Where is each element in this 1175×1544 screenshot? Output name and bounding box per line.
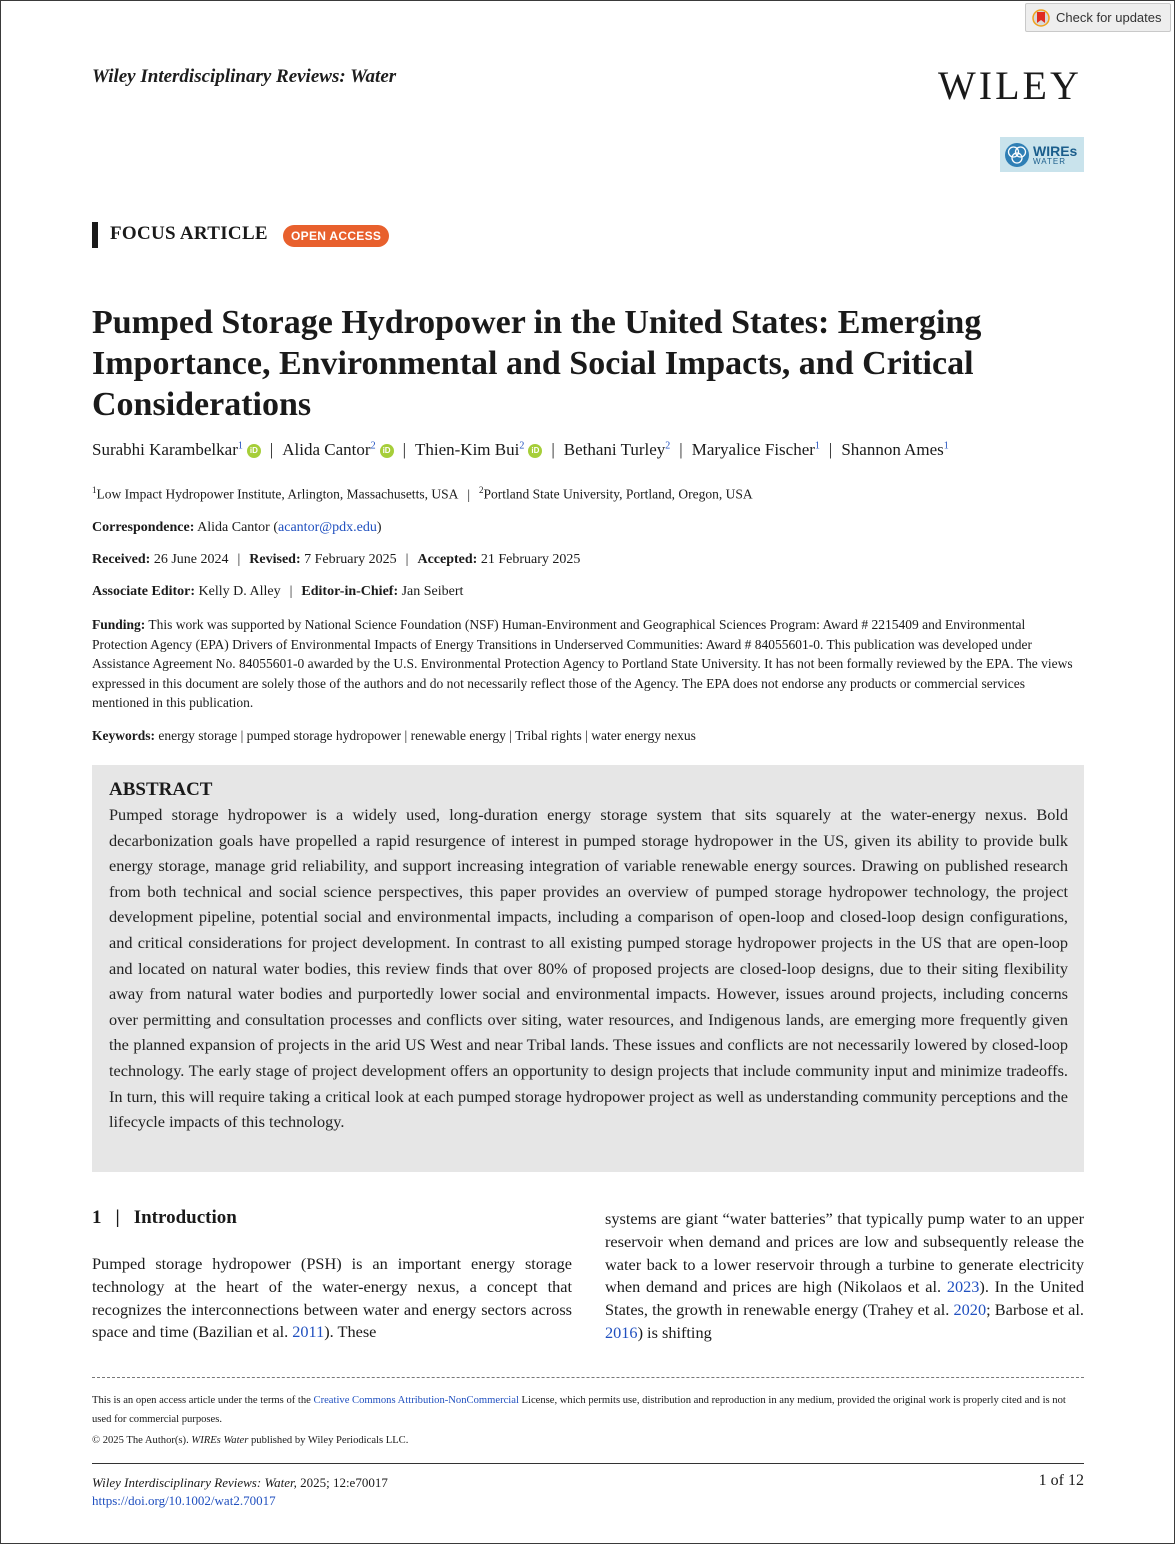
copyright [92,1435,408,1446]
wiley-logo: WILEY [938,63,1082,108]
intro-text: ). These [324,1322,377,1342]
keywords-text: energy storage | pumped storage hydropower | renewable energy | Tribal rights | water energy nexus [158,728,696,743]
citation-link[interactable]: 2020 [953,1300,987,1320]
abstract-text: Pumped storage hydropower is a widely used, long-duration energy storage system that sits squarely at the water-energy nexus. Bold decarbonization goals have propelled a rapid resurgence of interest in pumped storage hydropower in the US, given its ability to provide bulk energy storage, manage grid reliability, and support increasing integration of variable renewable energy sources. Drawing on published research from both technical and social science perspectives, this paper provides an overview of pumped storage hydropower technology, the project development pipeline, potential social and environmental impacts, including a comparison of open-loop and closed-loop design configurations, and critical considerations for project development. In contrast to all existing pumped storage hydropower projects in the US that are open-loop and located on natural water bodies, this review finds that over 80% of proposed projects are closed-loop designs, due to their siting flexibility away from natural water bodies and purportedly lower social and environmental impacts. However, issues around projects, including concerns over permitting and consultation processes and conflicts over siting, water resources, and Indigenous lands, are emerging more frequently given the planned expansion of projects in the arid US West and near Tribal lands. These issues and conflicts are not necessarily lowered by closed-loop technology. The early stage of project development offers an opportunity to design projects that include community input and minimize tradeoffs. In turn, this will require taking a critical look at each pumped storage hydropower project as well as understanding community perceptions and the lifecycle impacts of this technology. [109,805,1068,1132]
funding-label: Funding: [92,617,146,632]
affiliation-number: 1 [92,485,97,495]
check-for-updates-button[interactable] [1025,3,1171,32]
page-number: 1 of 12 [1038,1472,1084,1489]
license-statement [92,1391,1084,1429]
citation-link[interactable]: 2011 [292,1322,325,1342]
separator: | [467,486,471,502]
author-affiliation-number: 1 [814,440,820,452]
article-title: Pumped Storage Hydropower in the United States: Emerging Importance, Environmental and Social Impacts, and Critical Considerations [92,304,982,423]
journal-title: Wiley Interdisciplinary Reviews: Water [92,66,397,87]
author-affiliation-number: 1 [943,440,949,452]
intro-column-right [605,1208,1084,1345]
article-dates [92,552,580,568]
editor-in-chief-label: Editor-in-Chief: [301,584,399,599]
wires-water-logo [1000,137,1084,172]
footer-divider [92,1463,1084,1464]
author-name[interactable]: Alida Cantor [282,440,371,459]
revised-date: 7 February 2025 [304,552,397,567]
crossmark-icon [1032,9,1050,27]
copyright-text: © 2025 The Author(s). [92,1435,192,1446]
correspondence-email-link[interactable]: acantor@pdx.edu [278,520,377,535]
license-link[interactable]: Creative Commons Attribution-NonCommercial [313,1395,519,1406]
intro-text: ; Barbose et al. [986,1300,1085,1320]
license-text: This is an open access article under the terms of the [92,1395,314,1406]
abstract-heading: ABSTRACT [109,779,213,800]
section-title: Introduction [133,1207,237,1228]
orcid-icon[interactable]: iD [247,444,261,458]
wires-logo-sub: WATER [1033,156,1066,166]
section-heading-introduction [92,1207,237,1229]
author-affiliation-number: 2 [370,440,376,452]
wires-logo-main: WIREs [1033,142,1078,159]
editors [92,584,463,600]
orcid-icon[interactable]: iD [528,444,542,458]
intro-column-left [92,1253,572,1344]
separator: | [551,440,555,459]
footer-citation [92,1475,388,1491]
keywords-label: Keywords: [92,728,155,743]
section-number: 1 [92,1207,102,1228]
doi-link[interactable]: https://doi.org/10.1002/wat2.70017 [92,1493,276,1508]
author-affiliation-number: 1 [237,440,243,452]
separator: | [679,440,683,459]
affiliations [92,485,753,503]
revised-label: Revised: [249,552,301,567]
orcid-icon[interactable]: iD [380,444,394,458]
correspondence-name: Alida Cantor [197,520,270,535]
affiliation-number: 2 [479,485,484,495]
separator: | [405,552,409,567]
citation-link[interactable]: 2023 [946,1277,980,1297]
copyright-text: published by Wiley Periodicals LLC. [248,1435,409,1446]
section-bar: | [115,1207,120,1228]
separator: | [828,440,833,459]
funding-text: This work was supported by National Science Foundation (NSF) Human-Environment and Geographical Sciences Program: Award # 2215409 and Environmental Protection Agency (EPA) Drivers of Environmental Impacts of Energy Transitions in Underserved Communities: Award # 84055601-0. This publication was developed under Assistance Agreement No. 84055601-0 awarded by the U.S. Environmental Protection Agency to Portland State University. It has not been formally reviewed by the EPA. The views expressed in this document are solely those of the authors and do not necessarily reflect those of the Agency. The EPA does not endorse any products or commercial services mentioned in this publication. [92,617,1073,710]
intro-text: ) is shifting [637,1322,712,1342]
license-text: License, which permits use, distribution and reproduction in any medium, provided the original work is properly cited and is not used for commercial purposes. [92,1395,1066,1425]
separator: | [289,584,293,599]
received-label: Received: [92,552,151,567]
author-affiliation-number: 2 [519,440,525,452]
citation-link[interactable]: 2016 [605,1322,638,1342]
copyright-journal: WIREs Water [191,1435,249,1446]
author-list [92,440,949,460]
footer-volume: 2025; 12:e70017 [296,1475,388,1490]
footnote-divider [92,1377,1084,1378]
footer-journal-name: Wiley Interdisciplinary Reviews: Water, [92,1475,297,1490]
separator: | [402,440,406,459]
author-name[interactable]: Thien-Kim Bui [414,440,520,459]
article-type-bar [92,222,98,248]
associate-editor-label: Associate Editor: [92,584,196,599]
funding-statement [92,615,1084,713]
accepted-label: Accepted: [417,552,478,567]
intro-text: Pumped storage hydropower (PSH) is an important energy storage technology at the heart of the water-energy nexus, a concept that recognizes the interconnections between water and energy sectors across space and time (Bazilian et al. [92,1254,572,1342]
abstract-box [92,765,1084,1172]
affiliation-text: Low Impact Hydropower Institute, Arlington, Massachusetts, USA [96,486,459,502]
author-affiliation-number: 2 [665,440,671,452]
affiliation-text: Portland State University, Portland, Oregon, USA [483,486,753,502]
author-name[interactable]: Bethani Turley [563,440,666,459]
intro-text: systems are giant “water batteries” that typically pump water to an upper reservoir when demand and prices are low and subsequently release the water back to a lower reservoir through a turbine to generate electricity when demand and prices are high (Nikolaos et al. [605,1209,1084,1297]
correspondence-label: Correspondence: [92,520,195,535]
received-date: 26 June 2024 [153,552,229,567]
separator: | [237,552,241,567]
accepted-date: 21 February 2025 [480,552,581,567]
intro-text: ). In the United States, the growth in renewable energy (Trahey et al. [605,1277,1085,1320]
open-access-badge: OPEN ACCESS [283,225,389,247]
wires-emblem-icon [1004,142,1030,168]
associate-editor: Kelly D. Alley [198,584,281,599]
author-name[interactable]: Maryalice Fischer [691,440,815,459]
editor-in-chief: Jan Seibert [401,584,464,599]
keywords [92,728,696,744]
article-type-label: FOCUS ARTICLE [110,223,268,244]
correspondence: Correspondence: Alida Cantor (acantor@pdx.edu) [92,520,382,535]
author-name[interactable]: Surabhi Karambelkar [92,440,238,459]
check-for-updates-label: Check for updates [1056,10,1162,25]
separator: | [269,440,274,459]
author-name[interactable]: Shannon Ames [841,440,944,459]
